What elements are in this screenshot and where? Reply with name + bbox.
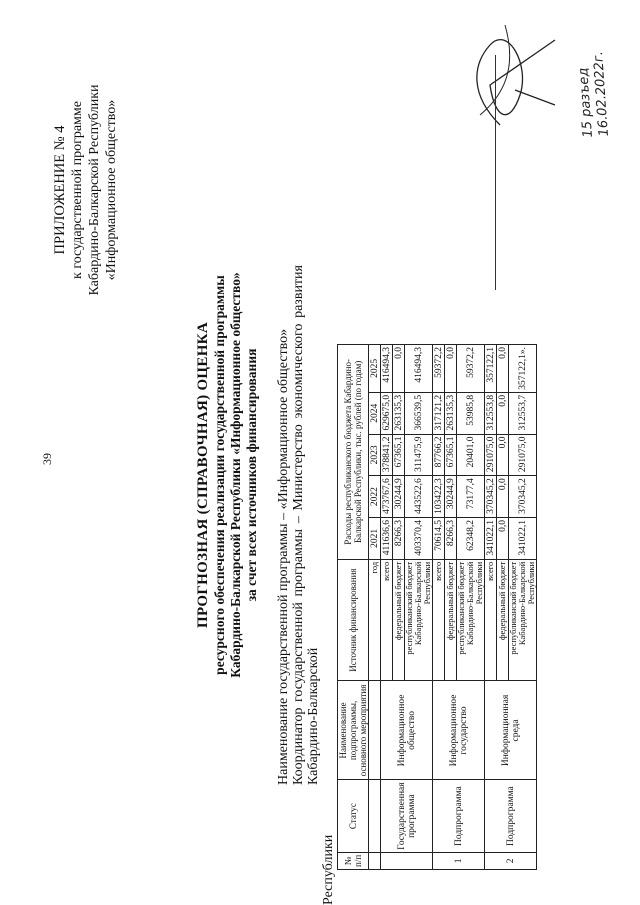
row-name: Информационная среда <box>485 681 537 780</box>
year-cell: 2022 <box>369 476 381 518</box>
year-cell: 2023 <box>369 434 381 476</box>
value-cell: 263135,3 <box>393 392 405 434</box>
year-row <box>369 345 381 870</box>
year-cell: 2024 <box>369 392 381 434</box>
appendix-line-2: Кабардино-Балкарской Республики <box>87 84 102 296</box>
value-cell: 73177,4 <box>457 476 485 518</box>
program-coordinator-cont: Республики <box>321 834 336 905</box>
row-source: республиканский бюджет Кабардино-Балкарской Республики <box>509 559 537 681</box>
value-cell: 70614,5 <box>433 518 445 560</box>
row-source: федеральный бюджет <box>393 559 405 681</box>
header-status: Статус <box>338 780 369 852</box>
row-num: 2 <box>485 852 537 869</box>
value-cell: 416494,3 <box>405 345 433 393</box>
handwritten-date: 16.02.2022г. <box>591 50 612 137</box>
value-cell: 0,0 <box>497 476 509 518</box>
program-coordinator: Координатор государственной программы – Министерство экономического развития Кабардино-Балкарской <box>291 265 321 785</box>
row-source: республиканский бюджет Кабардино-Балкарской Республики <box>405 559 433 681</box>
value-cell: 30244,9 <box>445 476 457 518</box>
value-cell: 341022,1 <box>509 518 537 560</box>
row-source: всего <box>433 559 445 681</box>
value-cell: 443522,6 <box>405 476 433 518</box>
header-num: № п/п <box>338 852 369 869</box>
table-row <box>381 345 393 870</box>
table-body <box>369 345 537 870</box>
title-line-3: за счет всех источников финансирования <box>244 348 259 602</box>
value-cell: 59372,2 <box>433 345 445 393</box>
signature-line <box>495 55 496 290</box>
value-cell: 8266,3 <box>393 518 405 560</box>
handwritten-line-1: 15 разъед <box>576 67 596 139</box>
year-cell: 2021 <box>369 518 381 560</box>
value-cell: 411636,6 <box>381 518 393 560</box>
value-cell: 67365,1 <box>445 434 457 476</box>
value-cell: 370345,2 <box>509 476 537 518</box>
value-cell: 317121,2 <box>433 392 445 434</box>
value-cell: 629675,0 <box>381 392 393 434</box>
value-cell: 0,0 <box>497 518 509 560</box>
title-main: ПРОГНОЗНАЯ (СПРАВОЧНАЯ) ОЦЕНКА <box>195 322 211 628</box>
value-cell: 291075,0 <box>509 434 537 476</box>
title-line-1: ресурсного обеспечения реализации государственной программы <box>212 275 227 675</box>
appendix-block <box>52 75 120 305</box>
header-expenses: Расходы республиканского бюджета Кабардино-Балкарской Республики, тыс. рублей (по годам) <box>338 345 369 560</box>
value-cell: 370345,2 <box>485 476 497 518</box>
appendix-line-3: «Информационное общество» <box>104 99 119 281</box>
header-name: Наименование подпрограммы, основного мероприятия <box>338 681 369 780</box>
value-cell: 0,0 <box>497 392 509 434</box>
appendix-title: ПРИЛОЖЕНИЕ № 4 <box>52 125 68 255</box>
row-status: Государственная программа <box>381 780 433 852</box>
value-cell: 53985,8 <box>457 392 485 434</box>
value-cell: 357122,1 <box>485 345 497 393</box>
value-cell: 87766,2 <box>433 434 445 476</box>
value-cell: 263135,3 <box>445 392 457 434</box>
program-info <box>276 265 336 905</box>
value-cell: 59372,2 <box>457 345 485 393</box>
table-row <box>485 345 497 870</box>
value-cell: 312553,8 <box>485 392 497 434</box>
value-cell: 312553,7 <box>509 392 537 434</box>
table-row <box>433 345 445 870</box>
row-name: Информационное общество <box>381 681 433 780</box>
value-cell: 0,0 <box>445 345 457 393</box>
row-source: федеральный бюджет <box>497 559 509 681</box>
program-name: Наименование государственной программы – «Информационное общество» <box>276 328 291 785</box>
row-source: всего <box>485 559 497 681</box>
row-source: республиканский бюджет Кабардино-Балкарской Республики <box>457 559 485 681</box>
row-status: Подпрограмма <box>433 780 485 852</box>
value-cell: 0,0 <box>393 345 405 393</box>
row-num: 1 <box>433 852 485 869</box>
year-label: год <box>369 559 381 681</box>
value-cell: 62348,2 <box>457 518 485 560</box>
value-cell: 473767,6 <box>381 476 393 518</box>
value-cell: 378841,2 <box>381 434 393 476</box>
value-cell: 103422,3 <box>433 476 445 518</box>
value-cell: 366539,5 <box>405 392 433 434</box>
value-cell: 311475,9 <box>405 434 433 476</box>
row-source: всего <box>381 559 393 681</box>
value-cell: 0,0 <box>497 345 509 393</box>
value-cell: 20401,0 <box>457 434 485 476</box>
value-cell: 357122,1». <box>509 345 537 393</box>
handwritten-note <box>575 51 613 138</box>
appendix-line-1: к государственной программе <box>70 101 85 279</box>
value-cell: 67365,1 <box>393 434 405 476</box>
row-status: Подпрограмма <box>485 780 537 852</box>
value-cell: 291075,0 <box>485 434 497 476</box>
table-header-row <box>338 345 369 870</box>
value-cell: 341022,1 <box>485 518 497 560</box>
row-num <box>381 852 433 869</box>
value-cell: 403370,4 <box>405 518 433 560</box>
year-cell: 2025 <box>369 345 381 393</box>
row-name: Информационное государство <box>433 681 485 780</box>
page-number: 39 <box>40 453 54 465</box>
value-cell: 416494,3 <box>381 345 393 393</box>
header-source: Источник финансирования <box>338 559 369 681</box>
signature-mark <box>460 15 570 135</box>
document-title <box>195 245 260 705</box>
value-cell: 0,0 <box>497 434 509 476</box>
value-cell: 30244,9 <box>393 476 405 518</box>
financing-table <box>337 344 537 870</box>
row-source: федеральный бюджет <box>445 559 457 681</box>
value-cell: 8266,3 <box>445 518 457 560</box>
title-line-2: Кабардино-Балкарской Республики «Информационное общество» <box>228 272 243 678</box>
